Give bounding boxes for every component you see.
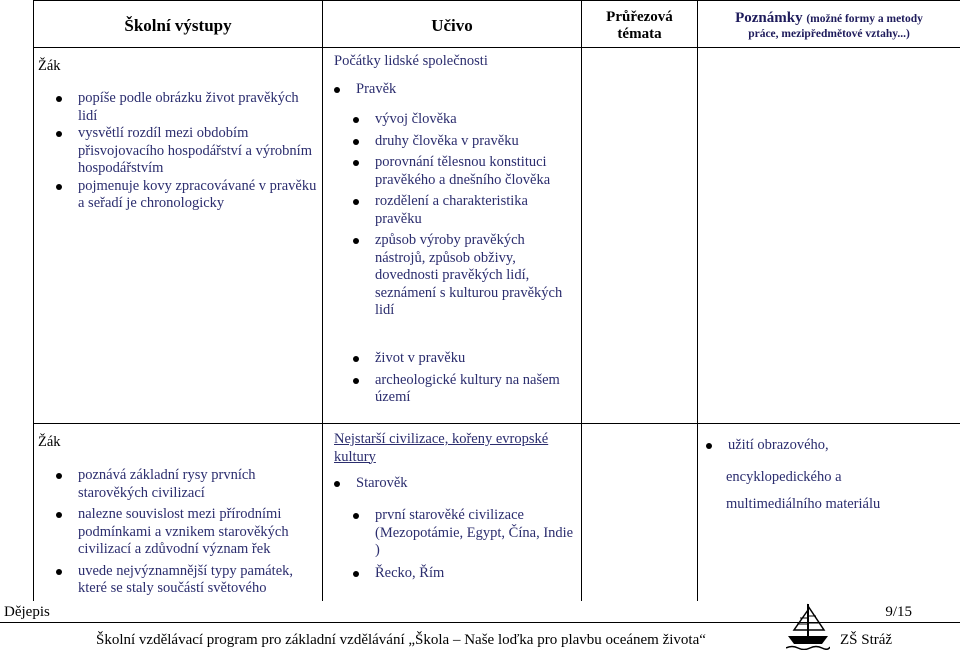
header-poznamky-sub1: (možné formy a metody bbox=[806, 13, 923, 25]
row1-ucivo-item2: život v pravěku bbox=[353, 350, 575, 368]
row2-notes-line: multimediálního materiálu bbox=[726, 496, 881, 512]
header-ucivo: Učivo bbox=[431, 16, 473, 35]
row2-notes bbox=[706, 437, 946, 455]
column-divider bbox=[581, 0, 582, 601]
row2-outputs bbox=[56, 467, 318, 598]
row1-ucivo-item: vývoj člověka bbox=[353, 111, 575, 129]
row1-ucivo-item: rozdělení a charakteristika pravěku bbox=[353, 193, 575, 228]
row1-ucivo-top-item: Pravěk bbox=[334, 81, 574, 99]
row2-ucivo-item: první starověké civilizace (Mezopotámie, Egypt, Čína, Indie ) bbox=[353, 507, 575, 560]
row1-outputs bbox=[56, 90, 318, 213]
row1-output-item: popíše podle obrázku život pravěkých lidí bbox=[56, 90, 318, 125]
row2-ucivo-title-text: Nejstarší civilizace, kořeny evropské kultury bbox=[334, 431, 549, 465]
footer-subject: Dějepis bbox=[4, 604, 50, 620]
header-prurezova-line1: Průřezová bbox=[606, 9, 673, 25]
boat-logo-icon bbox=[786, 600, 830, 650]
row2-notes-rest bbox=[726, 464, 880, 518]
row2-output-item: nalezne souvislost mezi přírodními podmínkami a vznikem starověkých civilizací a zdůvodní význam řek bbox=[56, 506, 318, 559]
row2-ucivo-item: Řecko, Řím bbox=[353, 565, 575, 583]
header-vystupy: Školní výstupy bbox=[124, 16, 232, 35]
row1-subject: Žák bbox=[38, 58, 61, 74]
row2-notes-item: užití obrazového, bbox=[706, 437, 946, 455]
row1-ucivo-item2: archeologické kultury na našem území bbox=[353, 372, 575, 407]
row1-output-item: vysvětlí rozdíl mezi obdobím přisvojovacího hospodářství a výrobním hospodářstvím bbox=[56, 125, 318, 178]
footer-page-number: 9/15 bbox=[885, 604, 912, 620]
row1-ucivo-list bbox=[353, 111, 575, 320]
row1-ucivo-top bbox=[334, 81, 574, 99]
header-poznamky bbox=[698, 11, 960, 41]
row-divider bbox=[33, 0, 960, 1]
header-poznamky-title: Poznámky bbox=[735, 10, 803, 26]
row2-ucivo-top bbox=[334, 475, 574, 493]
column-divider bbox=[697, 0, 698, 601]
row2-ucivo-title bbox=[334, 431, 579, 466]
header-prurezova-line2: témata bbox=[617, 26, 662, 42]
column-divider bbox=[322, 0, 323, 601]
footer-program-title: Školní vzdělávací program pro základní vzdělávání „Škola – Naše loďka pro plavbu oceánem života“ bbox=[96, 632, 706, 648]
row2-subject: Žák bbox=[38, 434, 61, 450]
row2-ucivo-list bbox=[353, 507, 575, 582]
row1-ucivo-item: porovnání tělesnou konstituci pravěkého a dnešního člověka bbox=[353, 154, 575, 189]
row-divider bbox=[33, 47, 960, 48]
row1-ucivo-list2 bbox=[353, 350, 575, 407]
row2-output-item: poznává základní rysy prvních starověkých civilizací bbox=[56, 467, 318, 502]
row2-ucivo-top-item: Starověk bbox=[334, 475, 574, 493]
row1-ucivo-item: druhy člověka v pravěku bbox=[353, 133, 575, 151]
row1-output-item: pojmenuje kovy zpracovávané v pravěku a seřadí je chronologicky bbox=[56, 178, 318, 213]
header-prurezova bbox=[582, 9, 697, 43]
header-poznamky-sub2: práce, mezipředmětové vztahy...) bbox=[748, 28, 910, 40]
row2-notes-line: encyklopedického a bbox=[726, 469, 842, 485]
footer-school: ZŠ Stráž bbox=[840, 632, 893, 648]
row1-ucivo-item: způsob výroby pravěkých nástrojů, způsob obživy, dovednosti pravěkých lidí, seznámení s kulturou pravěkých lidí bbox=[353, 232, 575, 320]
row1-ucivo-title: Počátky lidské společnosti bbox=[334, 53, 488, 69]
row2-output-item: uvede nejvýznamnější typy památek, které se staly součástí světového bbox=[56, 563, 318, 598]
row-divider bbox=[33, 423, 960, 424]
